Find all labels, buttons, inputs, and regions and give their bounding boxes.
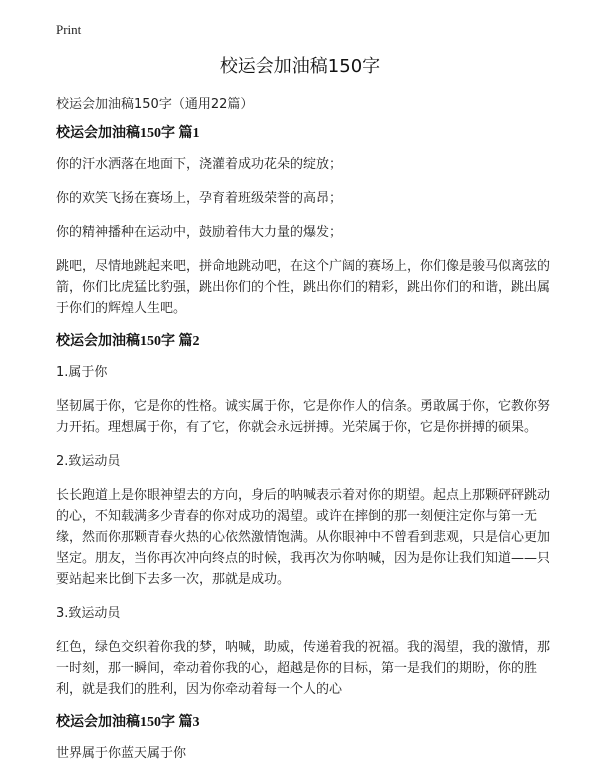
paragraph: 坚韧属于你，它是你的性格。诚实属于你，它是你作人的信条。勇敢属于你，它教你努力开拓。理想属于你，有了它，你就会永远拼搏。光荣属于你，它是你拼搏的硕果。 [56, 399, 551, 435]
document-body [56, 118, 552, 777]
section-heading: 校运会加油稿150字 篇2 [56, 334, 200, 349]
section-heading: 校运会加油稿150字 篇1 [56, 126, 200, 141]
print-link[interactable]: Print [56, 22, 82, 37]
section-heading: 校运会加油稿150字 篇3 [56, 715, 200, 730]
paragraph: 长长跑道上是你眼神望去的方向，身后的呐喊表示着对你的期望。起点上那颗砰砰跳动的心，不知载满多少青春的你对成功的渴望。或许在摔倒的那一刻便注定你与第一无缘，然而你那颗青春火热的心依然激情饱满。从你眼神中不曾看到悲观，只是信心更加坚定。朋友，当你再次冲向终点的时候，我再次为你呐喊，因为是你让我们知道——只要站起来比倒下去多一次，那就是成功。 [56, 488, 551, 587]
paragraph: 红色，绿色交织着你我的梦，呐喊，助威，传递着我的祝福。我的渴望，我的激情，那一时刻，那一瞬间，牵动着你我的心，超越是你的目标，第一是我们的期盼，你的胜利，就是我们的胜利，因为你牵动着每一个人的心 [56, 640, 551, 697]
paragraph: 3.致运动员 [56, 606, 121, 621]
paragraph: 你的精神播种在运动中，鼓励着伟大力量的爆发； [56, 225, 343, 240]
paragraph: 世界属于你蓝天属于你 [56, 746, 187, 761]
paragraph: 1.属于你 [56, 365, 108, 380]
page-title: 校运会加油稿150字 [219, 56, 381, 77]
paragraph: 跳吧，尽情地跳起来吧，拼命地跳动吧，在这个广阔的赛场上，你们像是骏马似离弦的箭，你们比虎猛比豹强，跳出你们的个性，跳出你们的精彩，跳出你们的和谐，跳出属于你们的辉煌人生吧。 [56, 259, 551, 316]
paragraph: 你的汗水洒落在地面下，浇灌着成功花朵的绽放； [56, 157, 343, 172]
paragraph: 2.致运动员 [56, 454, 121, 469]
document-subtitle: 校运会加油稿150字（通用22篇） [56, 97, 254, 112]
paragraph: 你的欢笑飞扬在赛场上，孕育着班级荣誉的高昂； [56, 191, 343, 206]
